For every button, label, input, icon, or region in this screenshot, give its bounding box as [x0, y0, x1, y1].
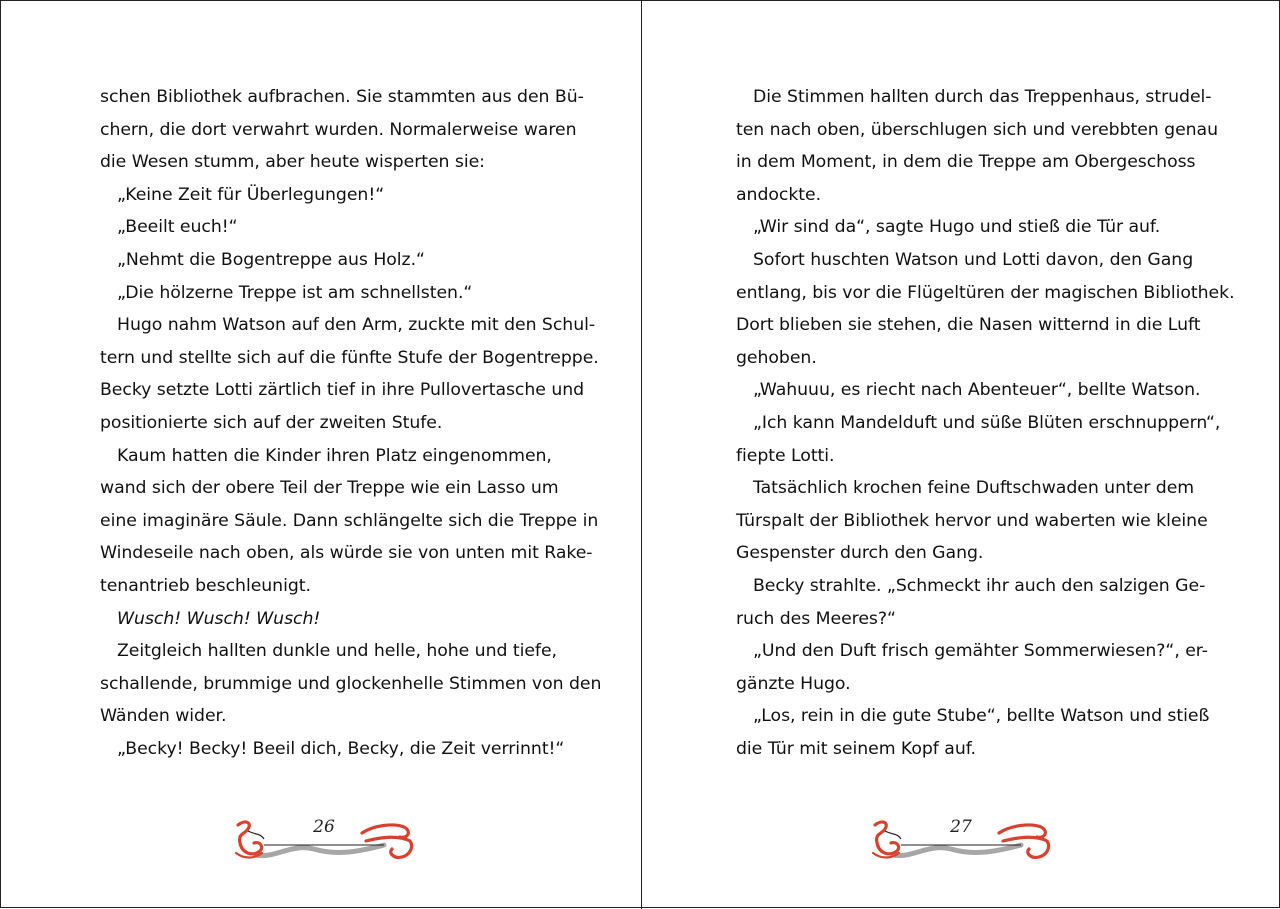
text-line: „Beeilt euch!“ [117, 217, 238, 238]
text-line: Tatsächlich krochen feine Duftschwaden unter dem [753, 478, 1195, 499]
text-line: „Wir sind da“, sagte Hugo und stieß die Tür auf. [753, 217, 1161, 238]
text-line: chern, die dort verwahrt wurden. Normalerweise waren [100, 119, 577, 140]
text-line: Kaum hatten die Kinder ihren Platz eingenommen, [117, 445, 552, 466]
page-number: 27 [950, 817, 972, 837]
page-number: 26 [313, 817, 335, 837]
text-line: ten nach oben, überschlugen sich und verebbten genau [736, 119, 1219, 140]
text-line: in dem Moment, in dem die Treppe am Obergeschoss [736, 152, 1196, 173]
text-line: entlang, bis vor die Flügeltüren der magischen Bibliothek. [736, 282, 1235, 303]
right-page-text [736, 81, 1235, 765]
text-line: „Die hölzerne Treppe ist am schnellsten.“ [117, 282, 473, 303]
text-line: Wusch! Wusch! Wusch! [117, 608, 321, 629]
text-line: ruch des Meeres?“ [736, 608, 896, 629]
text-line: Zeitgleich hallten dunkle und helle, hohe und tiefe, [117, 641, 557, 662]
text-line: Becky setzte Lotti zärtlich tief in ihre Pullovertasche und [100, 380, 585, 401]
text-line: Gespenster durch den Gang. [736, 543, 984, 564]
text-line: schallende, brummige und glockenhelle Stimmen von den [100, 673, 602, 694]
text-line: Türspalt der Bibliothek hervor und waberten wie kleine [736, 510, 1208, 531]
left-page [1, 1, 641, 909]
text-line: gehoben. [736, 347, 817, 368]
text-line: wand sich der obere Teil der Treppe wie ein Lasso um [100, 478, 559, 499]
text-line: schen Bibliothek aufbrachen. Sie stammten aus den Bü- [100, 87, 584, 107]
left-page-text [100, 81, 602, 765]
text-line: Windeseile nach oben, als würde sie von unten mit Rake- [100, 543, 593, 564]
text-line: fiepte Lotti. [736, 445, 835, 466]
text-line: Hugo nahm Watson auf den Arm, zuckte mit den Schul- [117, 315, 596, 336]
page-number-ornament [871, 813, 1051, 865]
text-line: „Los, rein in die gute Stube“, bellte Watson und stieß [753, 706, 1210, 727]
text-line: Wänden wider. [100, 706, 227, 727]
text-line: Die Stimmen hallten durch das Treppenhaus, strudel- [753, 87, 1212, 107]
right-page [641, 1, 1280, 909]
text-line: „Nehmt die Bogentreppe aus Holz.“ [117, 249, 425, 270]
text-line: andockte. [736, 184, 822, 205]
text-line: positionierte sich auf der zweiten Stufe. [100, 412, 443, 433]
text-line: „Keine Zeit für Überlegungen!“ [117, 184, 385, 205]
text-line: gänzte Hugo. [736, 673, 851, 694]
text-line: die Wesen stumm, aber heute wisperten sie: [100, 152, 485, 173]
text-line: Sofort huschten Watson und Lotti davon, den Gang [753, 249, 1194, 270]
text-line: tenantrieb beschleunigt. [100, 575, 311, 596]
text-line: „Und den Duft frisch gemähter Sommerwiesen?“, er- [753, 641, 1208, 662]
page-number-ornament [234, 813, 414, 865]
text-line: die Tür mit seinem Kopf auf. [736, 738, 976, 759]
text-line: Becky strahlte. „Schmeckt ihr auch den salzigen Ge- [753, 575, 1206, 596]
text-line: „Becky! Becky! Beeil dich, Becky, die Zeit verrinnt!“ [117, 738, 565, 759]
text-line: Dort blieben sie stehen, die Nasen witternd in die Luft [736, 315, 1201, 336]
text-line: eine imaginäre Säule. Dann schlängelte sich die Treppe in [100, 510, 599, 531]
text-line: „Ich kann Mandelduft und süße Blüten erschnuppern“, [753, 412, 1221, 433]
text-line: tern und stellte sich auf die fünfte Stufe der Bogentreppe. [100, 347, 599, 368]
text-line: „Wahuuu, es riecht nach Abenteuer“, bellte Watson. [753, 380, 1201, 401]
